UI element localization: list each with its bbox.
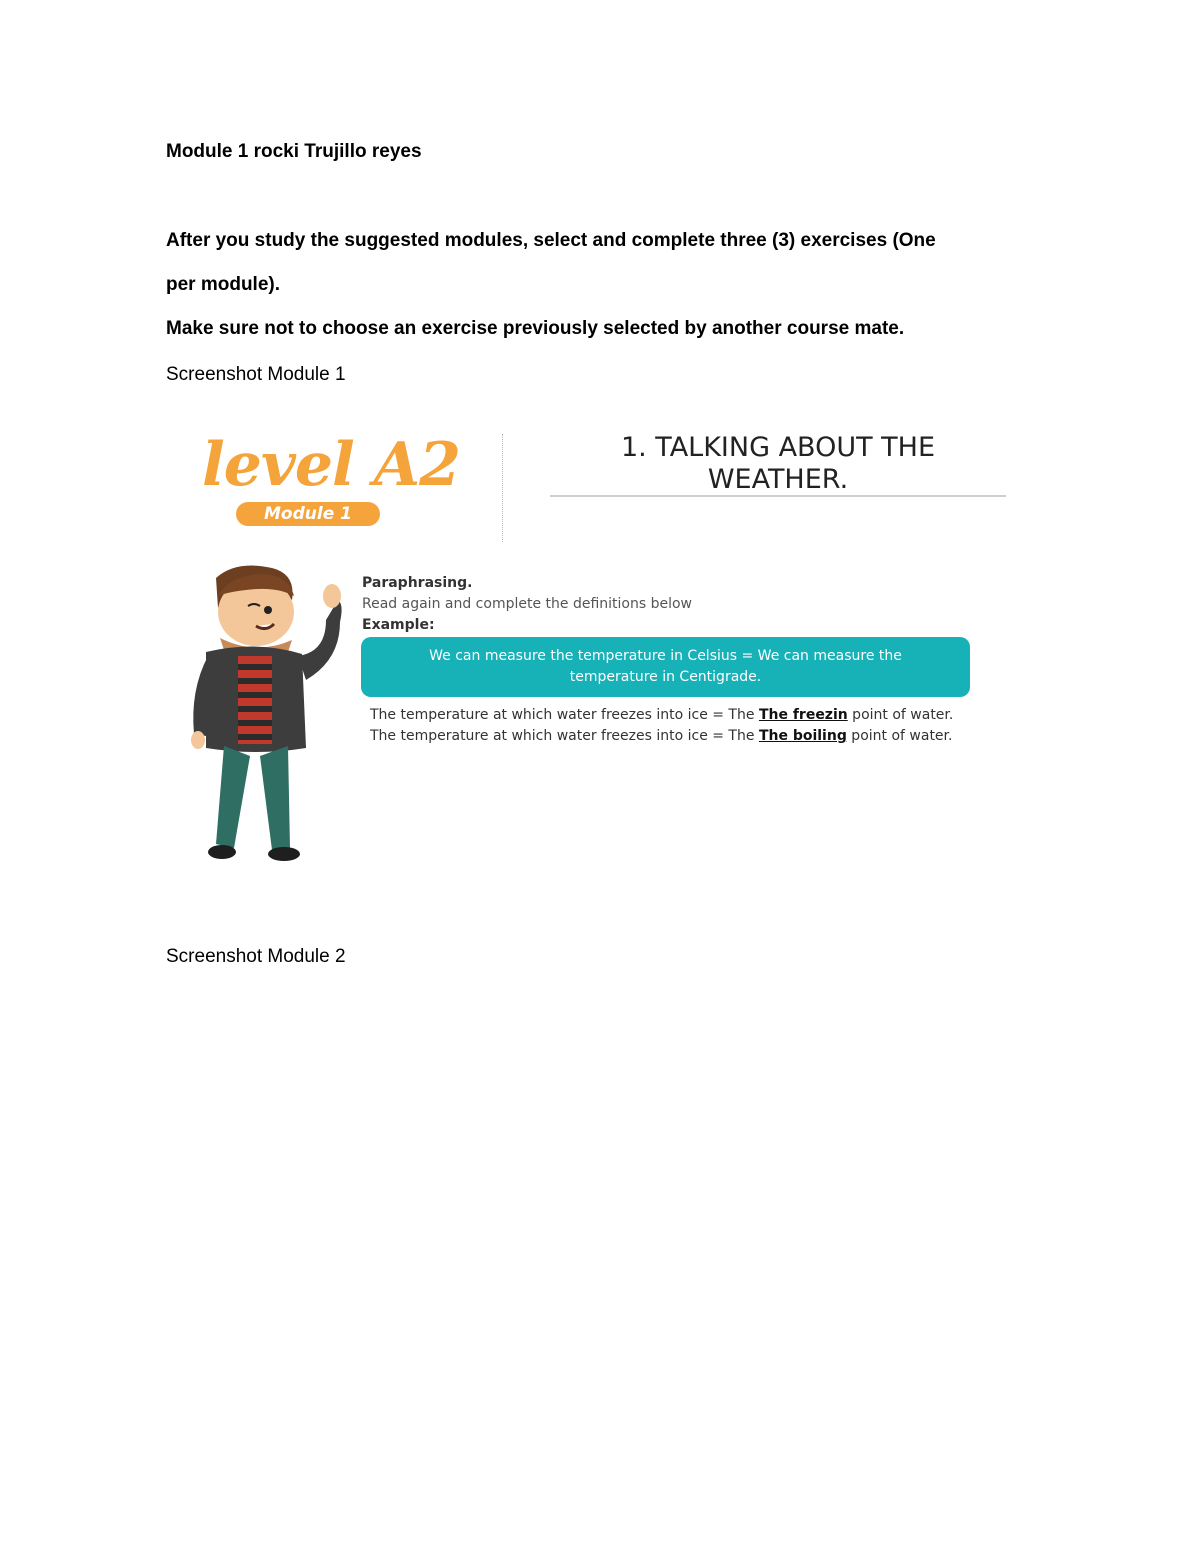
document-title: Module 1 rocki Trujillo reyes bbox=[166, 141, 422, 162]
paraphrasing-instruction: Read again and complete the definitions below bbox=[362, 596, 692, 612]
example-text: We can measure the temperature in Celsius = We can measure the temperature in Centigrade. bbox=[429, 648, 902, 685]
screenshot-label-module-2: Screenshot Module 2 bbox=[166, 946, 346, 967]
instruction-line-3: Make sure not to choose an exercise previously selected by another course mate. bbox=[166, 318, 905, 339]
paraphrasing-heading: Paraphrasing. bbox=[362, 575, 473, 591]
definition-answer: The boiling bbox=[758, 728, 847, 744]
definition-prefix: The temperature at which water freezes into ice = The bbox=[370, 707, 759, 723]
example-box bbox=[361, 637, 970, 697]
screenshot-label-module-1: Screenshot Module 1 bbox=[166, 364, 346, 385]
definition-line-1 bbox=[370, 707, 953, 723]
embedded-screenshot-module-1 bbox=[170, 420, 1030, 880]
example-heading: Example: bbox=[362, 617, 435, 633]
instruction-line-1: After you study the suggested modules, select and complete three (3) exercises (One bbox=[166, 230, 936, 251]
lesson-title: 1. TALKING ABOUT THE WEATHER. bbox=[620, 432, 936, 495]
level-logo: level A2 bbox=[202, 430, 460, 500]
definition-line-2 bbox=[370, 728, 952, 744]
definition-prefix: The temperature at which water freezes into ice = The bbox=[370, 728, 759, 744]
cartoon-boy-illustration bbox=[176, 560, 346, 865]
header-divider bbox=[502, 434, 503, 542]
definition-suffix: point of water. bbox=[847, 707, 954, 723]
instruction-line-2: per module). bbox=[166, 274, 281, 295]
definition-answer: The freezin bbox=[758, 707, 848, 723]
definition-suffix: point of water. bbox=[846, 728, 953, 744]
module-badge: Module 1 bbox=[236, 502, 380, 526]
title-underline bbox=[550, 495, 1006, 497]
